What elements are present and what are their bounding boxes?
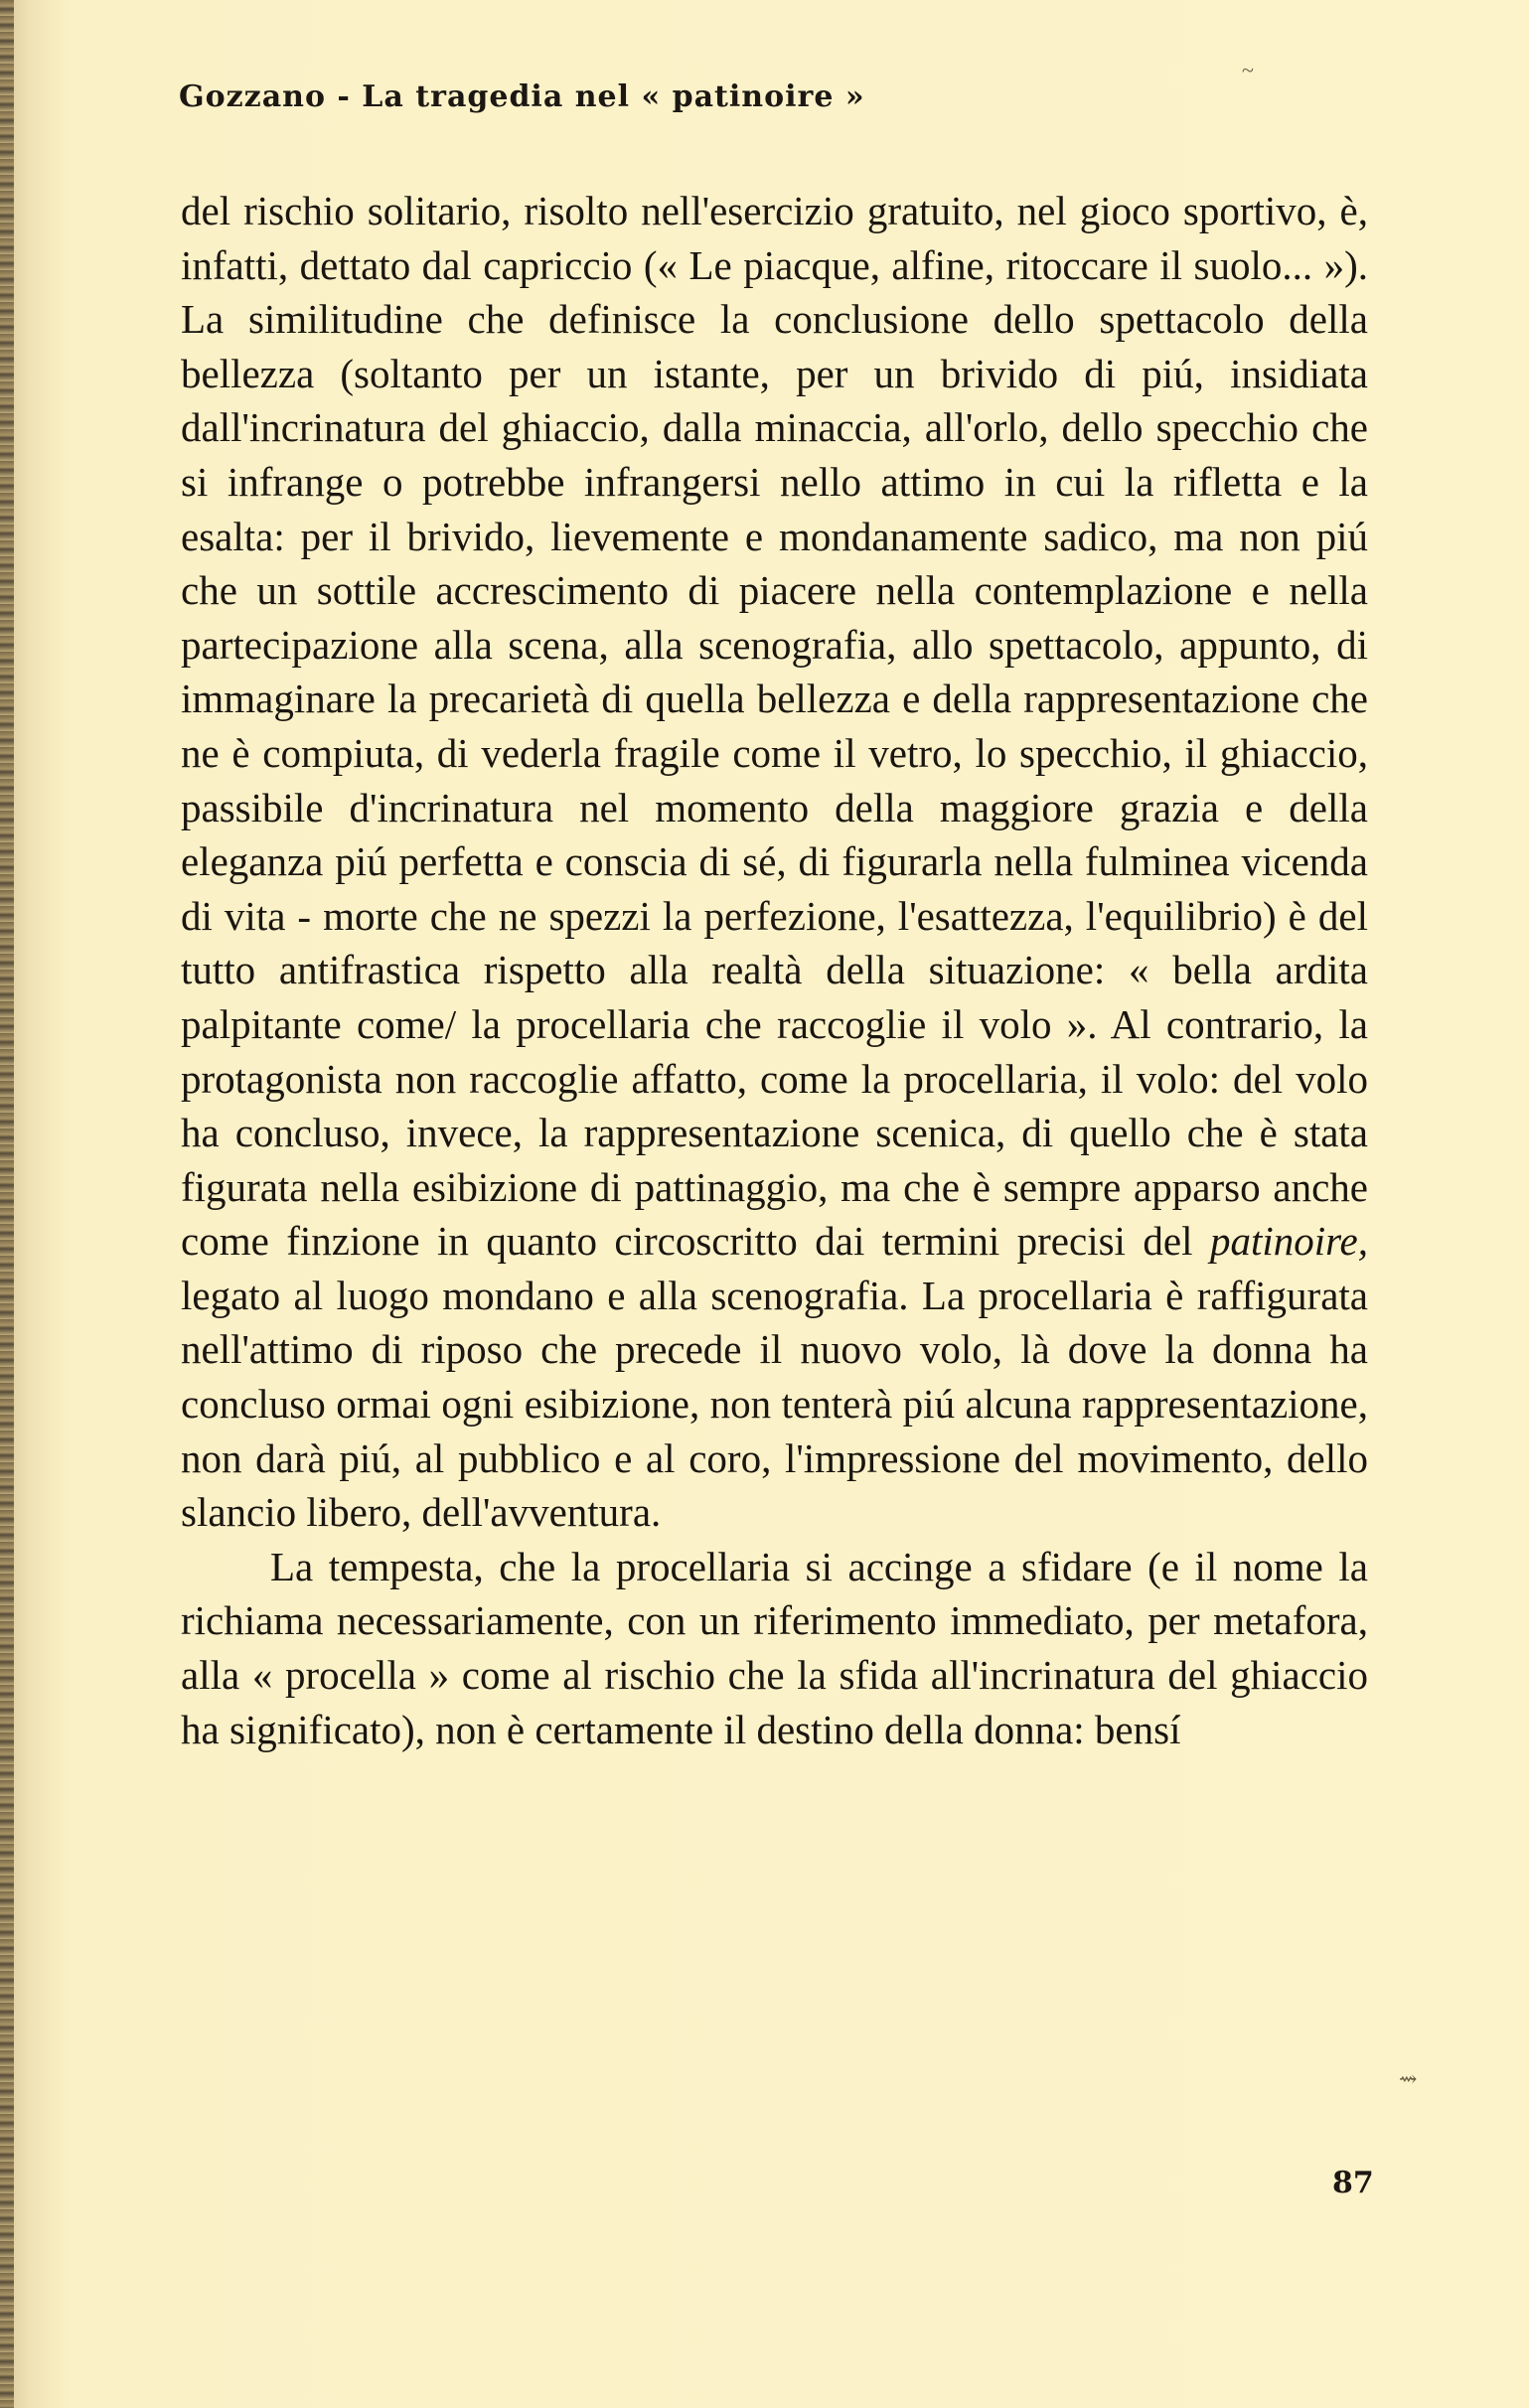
- paragraph-1: [181, 184, 1368, 1540]
- page-spine-edge: [0, 0, 14, 2408]
- italic-term-patinoire: patinoire,: [1209, 1218, 1368, 1265]
- paragraph-1-text-start: del rischio solitario, risolto nell'esercizio gratuito, nel gioco sportivo, è, infatti, dettato dal capriccio (« Le piacque, alfine, ritoccare il suolo... »). La similitudine che definisce la conclusione dello spettacolo della bellezza (soltanto per un istante, per un brivido di piú, insidiata dall'incrinatura del ghiaccio, dalla minaccia, all'orlo, dello specchio che si infrange o potrebbe infrangersi nello attimo in cui la rifletta e la esalta: per il brivido, lievemente e mondanamente sadico, ma non piú che un sottile accrescimento di piacere nella contemplazione e nella partecipazione alla scena, alla scenografia, allo spettacolo, appunto, di immaginare la precarietà di quella bellezza e della rappresentazione che ne è compiuta, di vederla fragile come il vetro, lo specchio, il ghiaccio, passibile d'incrinatura nel momento della maggiore grazia e della eleganza piú perfetta e conscia di sé, di figurarla nella fulminea vicenda di vita - morte che ne spezzi la perfezione, l'esattezza, l'equilibrio) è del tutto antifrastica rispetto alla realtà della situazione: « bella ardita palpitante come/ la procellaria che raccoglie il volo ». Al contrario, la protagonista non raccoglie affatto, come la procellaria, il volo: del volo ha concluso, invece, la rappresentazione scenica, di quello che è stata figurata nella esibizione di pattinaggio, ma che è sempre apparso anche come finzione in quanto circoscritto dai termini precisi del: [181, 188, 1368, 1265]
- running-head: Gozzano - La tragedia nel « patinoire »: [179, 79, 865, 114]
- paragraph-1-text-end: legato al luogo mondano e alla scenografia. La procellaria è raffigurata nell'attimo di riposo che precede il nuovo volo, là dove la donna ha concluso ormai ogni esibizione, non tenterà piú alcuna rappresentazione, non darà piú, al pubblico e al coro, l'impressione del movimento, dello slancio libero, dell'avventura.: [181, 1272, 1368, 1536]
- page-number: 87: [1332, 2166, 1374, 2200]
- print-speck: ~: [1242, 58, 1254, 82]
- body-text: [181, 184, 1368, 1756]
- paragraph-2: La tempesta, che la procellaria si accinge a sfidare (e il nome la richiama necessariamente, con un riferimento immediato, per metafora, alla « procella » come al rischio che la sfida all'incrinatura del ghiaccio ha significato), non è certamente il destino della donna: bensí: [181, 1543, 1368, 1752]
- margin-arrow-mark: ⇝: [1399, 2066, 1418, 2091]
